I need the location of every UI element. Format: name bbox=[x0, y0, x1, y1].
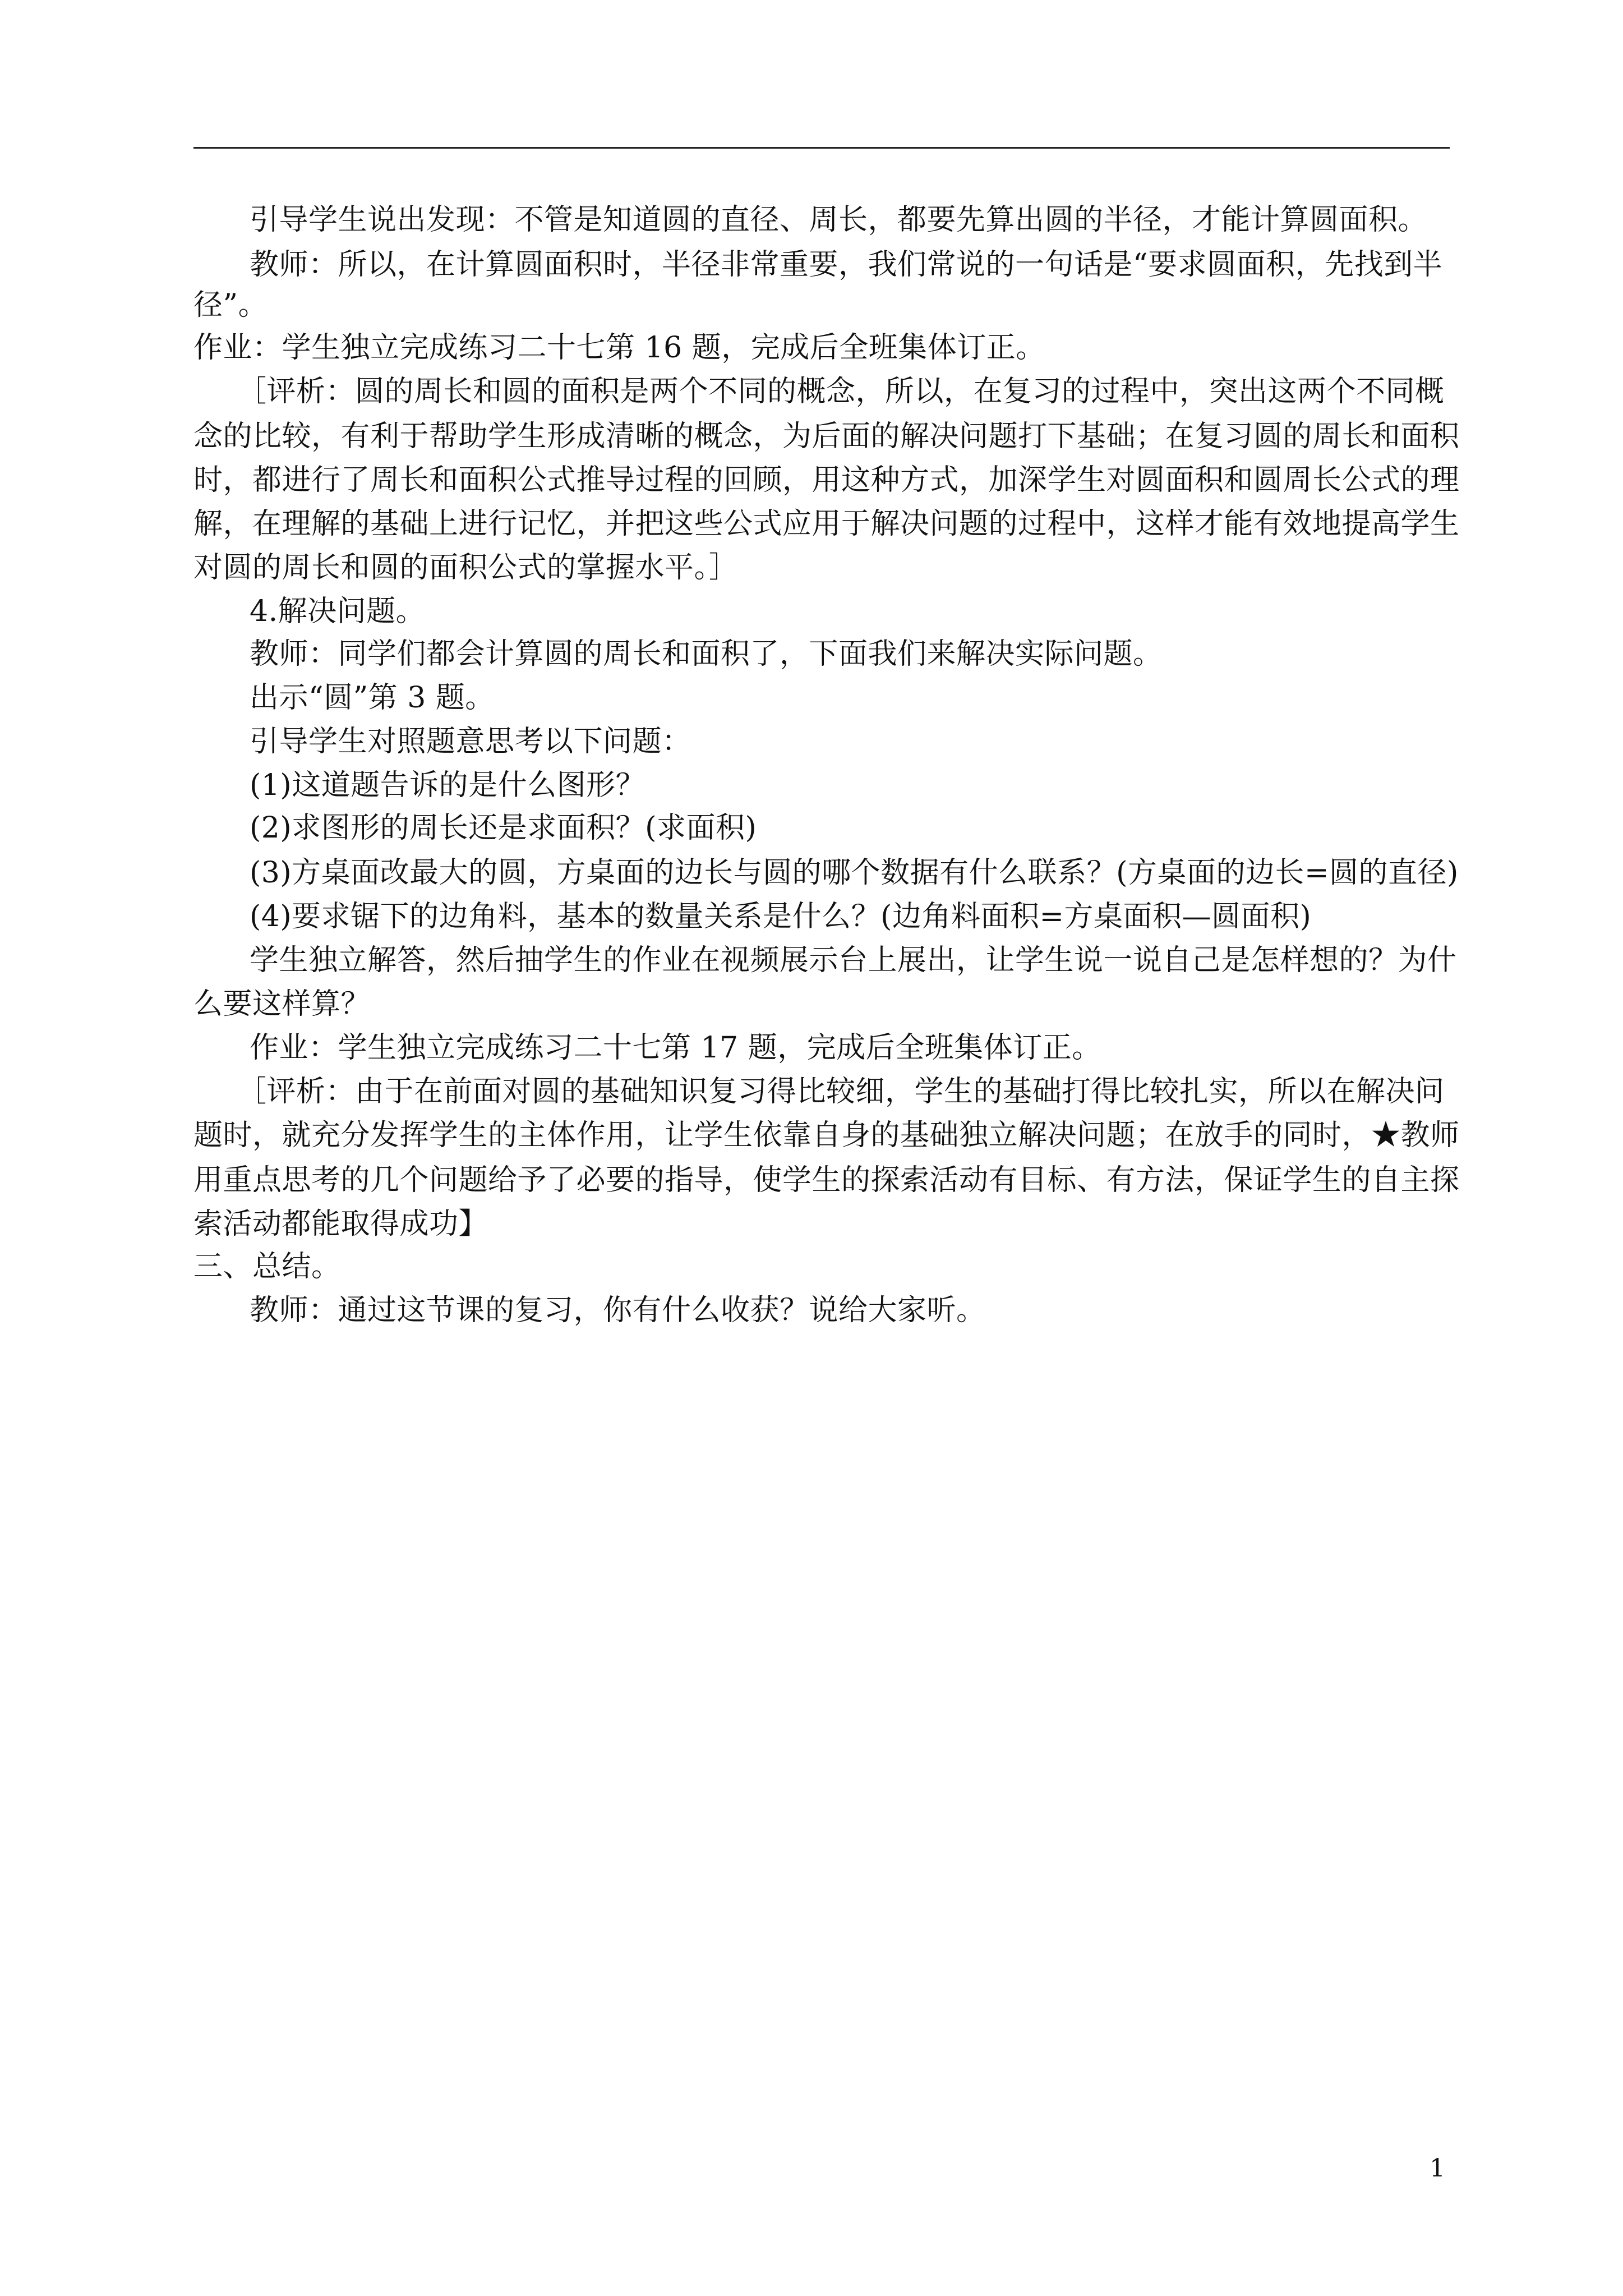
paragraph-line-10: 4.解决问题。 bbox=[250, 595, 426, 628]
paragraph-line-17: (4)要求锯下的边角料，基本的数量关系是什么？(边角料面积=方桌面积—圆面积) bbox=[250, 900, 1312, 933]
paragraph-line-4: 作业：学生独立完成练习二十七第 16 题，完成后全班集体订正。 bbox=[193, 331, 1045, 365]
paragraph-line-18: 学生独立解答，然后抽学生的作业在视频展示台上展出，让学生说一说自己是怎样想的？为什 bbox=[250, 944, 1457, 977]
paragraph-line-22: 题时，就充分发挥学生的主体作用，让学生依靠自身的基础独立解决问题；在放手的同时，★教师 bbox=[193, 1119, 1460, 1152]
paragraph-line-8: 解，在理解的基础上进行记忆，并把这些公式应用于解决问题的过程中，这样才能有效地提高学生 bbox=[193, 507, 1460, 541]
paragraph-line-3: 径”。 bbox=[193, 288, 268, 322]
paragraph-line-14: (1)这道题告诉的是什么图形？ bbox=[250, 769, 645, 802]
section-heading-summary: 三、总结。 bbox=[193, 1250, 341, 1283]
paragraph-line-15: (2)求图形的周长还是求面积？(求面积) bbox=[250, 811, 757, 845]
paragraph-line-24: 索活动都能取得成功】 bbox=[193, 1207, 488, 1241]
paragraph-line-7: 时，都进行了周长和面积公式推导过程的回顾，用这种方式，加深学生对圆面积和圆周长公式的理 bbox=[193, 463, 1460, 497]
paragraph-line-21: ［评析：由于在前面对圆的基础知识复习得比较细，学生的基础打得比较扎实，所以在解决问 bbox=[237, 1075, 1445, 1108]
paragraph-line-26: 教师：通过这节课的复习，你有什么收获？说给大家听。 bbox=[250, 1294, 986, 1327]
page-number: 1 bbox=[1430, 2154, 1445, 2183]
paragraph-line-13: 引导学生对照题意思考以下问题： bbox=[250, 725, 691, 758]
header-rule bbox=[193, 147, 1450, 149]
paragraph-line-5: ［评析：圆的周长和圆的面积是两个不同的概念，所以，在复习的过程中，突出这两个不同概 bbox=[237, 375, 1445, 408]
paragraph-line-1: 引导学生说出发现：不管是知道圆的直径、周长，都要先算出圆的半径，才能计算圆面积。 bbox=[250, 203, 1428, 237]
paragraph-line-6: 念的比较，有利于帮助学生形成清晰的概念，为后面的解决问题打下基础；在复习圆的周长和面积 bbox=[193, 420, 1460, 453]
paragraph-line-16: (3)方桌面改最大的圆，方桌面的边长与圆的哪个数据有什么联系？(方桌面的边长=圆的直径) bbox=[250, 856, 1459, 890]
paragraph-line-11: 教师：同学们都会计算圆的周长和面积了，下面我们来解决实际问题。 bbox=[250, 637, 1163, 671]
paragraph-line-23: 用重点思考的几个问题给予了必要的指导，使学生的探索活动有目标、有方法，保证学生的自主探 bbox=[193, 1163, 1460, 1197]
paragraph-line-20: 作业：学生独立完成练习二十七第 17 题，完成后全班集体订正。 bbox=[250, 1031, 1101, 1065]
paragraph-line-2: 教师：所以，在计算圆面积时，半径非常重要，我们常说的一句话是“要求圆面积，先找到半 bbox=[250, 248, 1443, 282]
paragraph-line-9: 对圆的周长和圆的面积公式的掌握水平。］ bbox=[193, 551, 739, 585]
paragraph-line-19: 么要这样算？ bbox=[193, 987, 371, 1021]
paragraph-line-12: 出示“圆”第 3 题。 bbox=[250, 681, 495, 715]
